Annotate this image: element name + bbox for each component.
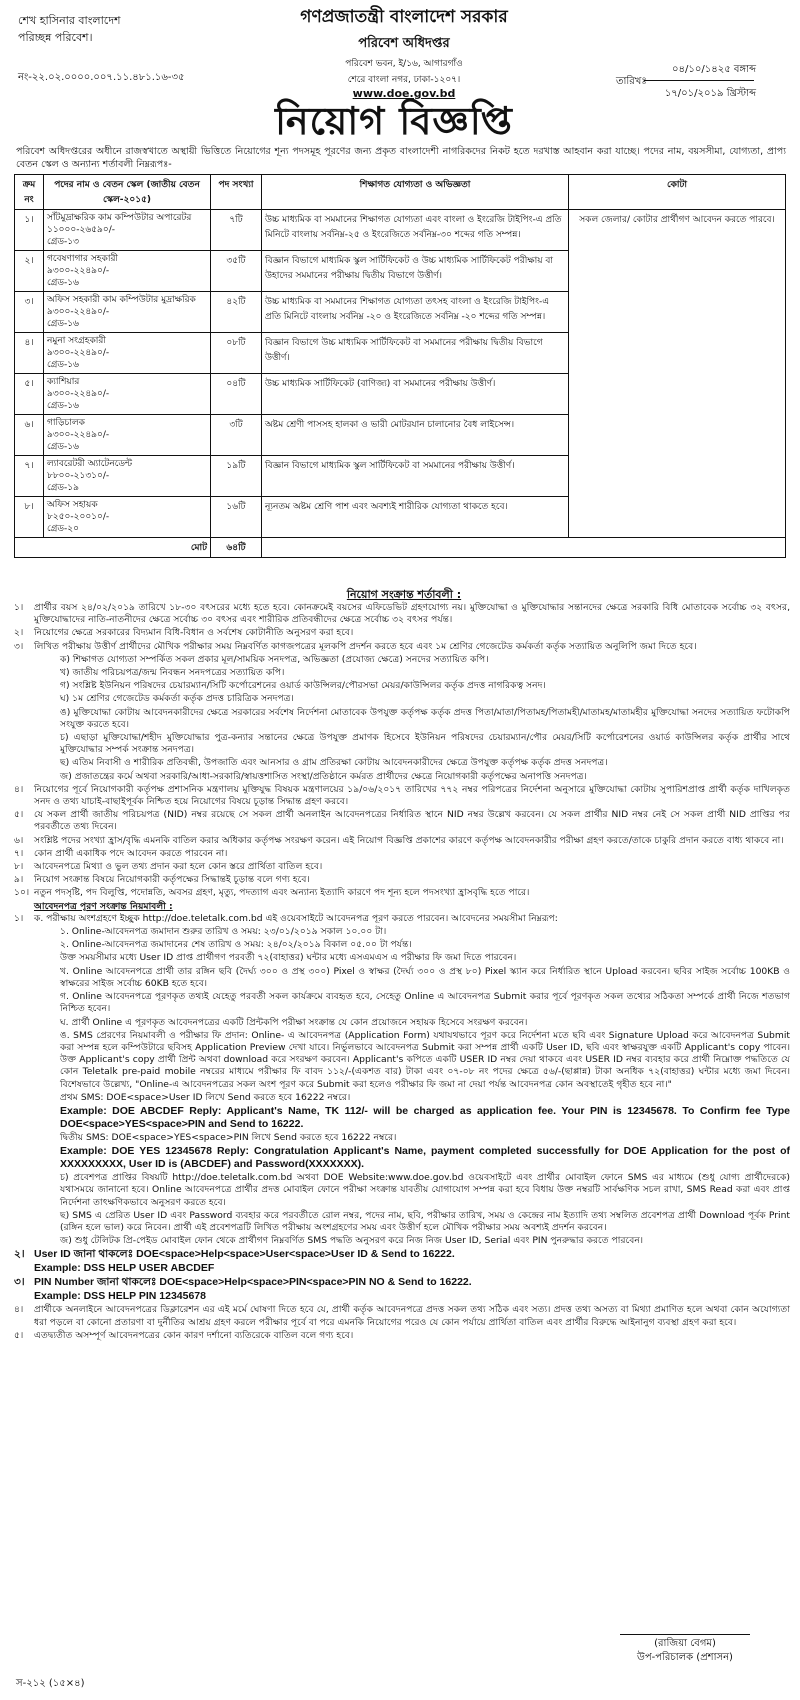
condition-text: কোন প্রার্থী একাধিক পদে আবেদন করতে পারবেন না। (34, 847, 228, 859)
condition-text: এতদ্ব্যতীত অসম্পূর্ণ আবেদনপত্রের কোন কারণ দর্শানো ব্যতিরেকে বাতিল বলে গণ্য হবে। (34, 1329, 354, 1341)
row-qualification: উচ্চ মাধ্যমিক বা সমমানের শিক্ষাগত যোগ্যতা এবং বাংলা ও ইংরেজি টাইপিং-এ প্রতি মিনিটে বাংলায় সর্বনিম্ন-২৫ ও ইংরেজিতে সর্বনিম্ন-৩০ শব্দের গতি সম্পন্ন। (262, 210, 569, 251)
condition-number: ৪। (14, 783, 24, 795)
pay-grade: গ্রেড-২০ (47, 524, 79, 534)
condition-text: নিয়োগের ক্ষেত্রে সরকারের বিদ্যমান বিধি-বিধান ও সর্বশেষ কোটানীতি অনুসরণ করা হবে। (34, 627, 354, 639)
post-name: সাঁটমুদ্রাক্ষরিক কাম কম্পিউটার অপারেটর (47, 213, 192, 223)
conditions-title: নিয়োগ সংক্রান্ত শর্তাবলী : (346, 588, 462, 601)
condition-item (14, 654, 790, 666)
pay-scale: ৯৩০০-২২৪৯০/- (47, 307, 110, 317)
pay-grade: গ্রেড-১৬ (47, 401, 79, 411)
condition-text: খ. Online আবেদনপত্রে প্রার্থী তার রঙ্গিন ছবি (দৈর্ঘ্য ৩০০ ও প্রস্থ ৩০০) Pixel ও স্বাক্ষর (দৈর্ঘ্য ৩০০ ও প্রস্থ ৮০) Pixel স্ক্যান করে নির্ধারিত স্থানে Upload করবেন। ছবির সাইজ সর্বোচ্চ 100KB ও স্বাক্ষরের সাইজ সর্বোচ্চ 60KB হতে হবে। (60, 965, 790, 989)
date-label: তারিখঃ (616, 76, 647, 87)
col-post-name: পদের নাম ও বেতন স্কেল (জাতীয় বেতন স্কেল-২০১৫) (44, 175, 211, 210)
condition-text: ঘ) ১ম শ্রেণির গেজেটেড কর্মকর্তা কর্তৃক প্রদত্ত চারিত্রিক সনদপত্র। (60, 693, 294, 705)
condition-item (14, 848, 790, 860)
condition-item (14, 887, 790, 899)
signatory-name: (রাজিয়া বেগম) (654, 1638, 716, 1649)
condition-item (14, 784, 790, 808)
condition-text: ক) শিক্ষাগত যোগ্যতা সম্পর্কিত সকল প্রকার মূল/সাময়িক সনদপত্র, অভিজ্ঞতা (প্রযোজ্য ক্ষেত্রে) সনদের সত্যায়িত কপি। (60, 653, 489, 665)
row-post (44, 333, 211, 374)
condition-text: Example: DSS HELP USER ABCDEF (34, 1262, 215, 1275)
condition-item (14, 939, 790, 951)
table-total-row (15, 538, 786, 558)
condition-text: আবেদনপত্রে মিথ্যা ও ভুল তথ্য প্রদান করা হলে কোন স্তরে প্রার্থিতা বাতিল হবে। (34, 861, 323, 873)
row-serial: ৫। (15, 374, 44, 415)
condition-number (40, 1210, 60, 1234)
condition-text: দ্বিতীয় SMS: DOE<space>YES<space>PIN লিখে Send করতে হবে 16222 নম্বরে। (60, 1131, 397, 1143)
pay-scale: ৯৩০০-২২৪৯০/- (47, 348, 110, 358)
condition-item (14, 913, 790, 925)
pay-grade: গ্রেড-১৬ (47, 442, 79, 452)
condition-text: প্রথম SMS: DOE<space>User ID লিখে Send করতে হবে 16222 নম্বরে। (60, 1091, 351, 1103)
condition-number (40, 771, 60, 783)
post-name: গবেষণাগার সহকারী (47, 254, 118, 264)
post-name: নমুনা সংগ্রহকারী (47, 336, 106, 346)
condition-item (14, 1248, 790, 1261)
condition-number (40, 1105, 60, 1131)
row-serial: ২। (15, 251, 44, 292)
condition-item (14, 1262, 790, 1275)
date-english: ১৭/০১/২০১৯ খ্রিস্টাব্দ (664, 88, 756, 99)
condition-number (40, 680, 60, 692)
post-name: ক্যাশিয়ার (47, 377, 80, 387)
condition-item (14, 835, 790, 847)
pay-scale: ৮২৫০-২০০১০/- (47, 512, 110, 522)
pay-grade: গ্রেড-১৬ (47, 278, 79, 288)
condition-number (40, 1092, 60, 1104)
condition-text: গ. Online আবেদনপত্রে পূরণকৃত তথ্যই যেহেতু পরবর্তী সকল কার্যক্রমে ব্যবহৃত হবে, সেহেতু Online এ আবেদনপত্র Submit করার পূর্বে পূরণকৃত সকল তথ্যের সঠিকতা সম্পর্কে প্রার্থী নিজে শতভাগ নিশ্চিত হবেন। (60, 991, 790, 1015)
online-instructions-heading: আবেদনপত্র পূরণ সংক্রান্ত নিয়মাবলী : (34, 900, 173, 912)
condition-number (14, 1290, 34, 1303)
condition-item (14, 680, 790, 692)
condition-number (40, 1017, 60, 1029)
condition-number: ৭। (14, 847, 24, 859)
condition-text: গ) সংশ্লিষ্ট ইউনিয়ন পরিষদের চেয়ারম্যান/সিটি কর্পোরেশনের ওয়ার্ড কাউন্সিলর/পৌরসভা মেয়র/কাউন্সিলর কর্তৃক প্রদত্ত নাগরিকত্ব সনদ। (60, 680, 546, 692)
condition-text: প্রার্থীকে অনলাইনে আবেদনপত্রের ডিক্লারেশন এর এই মর্মে ঘোষণা দিতে হবে যে, প্রার্থী কর্তৃক আবেদনপত্রে প্রদত্ত সকল তথ্য সঠিক এবং সত্য। প্রদত্ত তথ্য অসত্য বা মিথ্যা প্রমাণিত হলে অথবা কোন অযোগ্যতা ধরা পড়লে বা কোনো প্রতারণা বা দুর্নীতির আশ্রয় গ্রহণ করলে পরীক্ষার পূর্বে বা পরে এমনকি নিয়োগের পরেও যে কোন পর্যায়ে প্রার্থিতা বাতিল এবং প্রার্থীর বিরুদ্ধে আইনানুগ ব্যবস্থা গ্রহণ করা হবে। (34, 1304, 790, 1328)
row-qualification: বিজ্ঞান বিভাগে উচ্চ মাধ্যমিক সার্টিফিকেট বা সমমানের পরীক্ষায় দ্বিতীয় বিভাগে উত্তীর্ণ। (262, 333, 569, 374)
table-row (15, 210, 786, 251)
row-post (44, 292, 211, 333)
condition-item (14, 641, 790, 653)
condition-item (14, 1330, 790, 1342)
row-count: ০৪টি (211, 374, 262, 415)
condition-number (40, 757, 60, 769)
col-serial: ক্রম নং (15, 175, 44, 210)
condition-number: ১০। (14, 887, 30, 899)
row-post (44, 210, 211, 251)
total-empty (262, 538, 786, 558)
condition-text: নতুন পদসৃষ্টি, পদ বিলুপ্তি, পদোন্নতি, অবসর গ্রহণ, মৃত্যু, পদত্যাগ এবং অন্যান্য ইত্যাদি কারণে পদ শূন্য হলে পদসংখ্যা হ্রাসবৃদ্ধি হতে পারে। (34, 887, 530, 899)
condition-text: Example: DOE ABCDEF Reply: Applicant's Name, TK 112/- will be charged as application fee. Your PIN is 12345678. To Confirm fee Type DOE<space>YES<space>PIN and Send to 16222. (60, 1104, 790, 1130)
condition-number (40, 952, 60, 964)
condition-text: নিয়োগ সংক্রান্ত বিষয়ে নিয়োগকারী কর্তৃপক্ষের সিদ্ধান্তই চূড়ান্ত বলে গণ্য হবে। (34, 874, 310, 886)
condition-number (40, 1235, 60, 1247)
row-post (44, 456, 211, 497)
row-count: ৪২টি (211, 292, 262, 333)
condition-number (40, 654, 60, 666)
total-label: মোট (15, 538, 211, 558)
department-name: পরিবেশ অধিদপ্তর (358, 36, 450, 51)
condition-item (14, 861, 790, 873)
condition-text: জ) প্রজাতন্ত্রের কর্মে অথবা সরকারি/আধা-সরকারি/স্বায়ত্তশাসিত সংস্থা/প্রতিষ্ঠানে কর্মরত প্রার্থীদের ক্ষেত্রে নিয়োগকারী কর্তৃপক্ষের অনাপত্তি সনদপত্র। (60, 770, 587, 782)
conditions-list (14, 602, 790, 1343)
row-post (44, 497, 211, 538)
condition-item (14, 1304, 790, 1328)
condition-number (40, 667, 60, 679)
condition-text: ঙ) মুক্তিযোদ্ধা কোটায় আবেদনকারীদের ক্ষেত্রে সরকারের সর্বশেষ নির্দেশনা মোতাবেক উপযুক্ত কর্তৃপক্ষ কর্তৃক প্রদত্ত পিতা/মাতা/পিতামহ/পিতামহী/মাতামহ/মাতামহীর মুক্তিযোদ্ধা সনদের সত্যায়িত ফটোকপি সংযুক্ত করতে হবে। (60, 706, 790, 730)
condition-text: Example: DOE YES 12345678 Reply: Congratulation Applicant's Name, payment completed successfully for DOE Application for the post of XXXXXXXXX, User ID is (ABCDEF) and Password(XXXXXXX). (60, 1145, 790, 1171)
condition-item (14, 1210, 790, 1234)
notice-title: নিয়োগ বিজ্ঞপ্তি (275, 99, 513, 143)
website-link[interactable]: www.doe.gov.bd (352, 87, 456, 100)
row-count: ৭টি (211, 210, 262, 251)
condition-number (14, 1262, 34, 1275)
pay-scale: ৯৩০০-২২৪৯০/- (47, 430, 110, 440)
pay-scale: ১১০০০-২৬৫৯০/- (47, 225, 115, 235)
condition-text: PIN Number জানা থাকলেঃ DOE<space>Help<space>PIN<space>PIN NO & Send to 16222. (34, 1276, 472, 1289)
condition-item (14, 707, 790, 731)
condition-text: ছ) SMS এ প্রেরিত User ID এবং Password ব্যবহার করে পরবর্তীতে রোল নম্বর, পদের নাম, ছবি, পরীক্ষার তারিখ, সময় ও কেন্দ্রের নাম ইত্যাদি তথ্য সম্বলিত প্রবেশপত্র প্রার্থী Download পূর্বক Print (রঙ্গিন হলে ভাল) করে নিবেন। প্রার্থী এই প্রবেশপত্রটি লিখিত পরীক্ষায় অংশগ্রহণের সময় এবং উত্তীর্ণ হলে মৌখিক পরীক্ষার সময় অবশ্যই প্রদর্শন করবেন। (60, 1209, 790, 1233)
pay-grade: গ্রেড-১৬ (47, 360, 79, 370)
posts-table (14, 174, 786, 558)
post-name: ল্যাবরেটরী অ্যাটেনডেন্ট (47, 459, 133, 469)
condition-item (14, 1105, 790, 1131)
row-serial: ১। (15, 210, 44, 251)
condition-number (40, 1132, 60, 1144)
condition-text: Example: DSS HELP PIN 12345678 (34, 1290, 206, 1303)
table-header-row (15, 175, 786, 210)
row-qualification: উচ্চ মাধ্যমিক সার্টিফিকেট (বাণিজ্য) বা সমমানের পরীক্ষায় উত্তীর্ণ। (262, 374, 569, 415)
row-serial: ৩। (15, 292, 44, 333)
print-code: স-২১২ (১৫×৪) (16, 1678, 85, 1689)
condition-number: ১। (14, 602, 24, 613)
row-count: ১৯টি (211, 456, 262, 497)
condition-number: ৫। (14, 1329, 24, 1341)
condition-text: ২. Online-আবেদনপত্র জমাদানের শেষ তারিখ ও সময়: ২৪/০২/২০১৯ বিকাল ০৫.০০ টা পর্যন্ত। (60, 939, 412, 951)
pay-scale: ৮৮০০-২১৩১০/- (47, 471, 110, 481)
condition-item (14, 693, 790, 705)
condition-text: প্রার্থীর বয়স ২৪/০২/২০১৯ তারিখে ১৮-৩০ বৎসরের মধ্যে হতে হবে। কোনক্রমেই বয়সের এফিডেভিট গ্রহণযোগ্য নয়। মুক্তিযোদ্ধা ও মুক্তিযোদ্ধার সন্তানদের ক্ষেত্রে সরকারি বিধি মোতাবেক সর্বোচ্চ ৩২ বৎসর, মুক্তিযোদ্ধাদের নাতি-নাতনীদের ক্ষেত্রে সর্বোচ্চ ৩০ বৎসর এবং শারীরিক প্রতিবন্ধীদের ক্ষেত্রে সর্বোচ্চ ৩২ বৎসর পর্যন্ত। (34, 602, 790, 626)
condition-number: ২। (14, 627, 24, 639)
post-name: অফিস সহায়ক (47, 500, 98, 510)
row-qualification: অষ্টম শ্রেণী পাসসহ হালকা ও ভারী মোটরযান চালানোর বৈধ লাইসেন্স। (262, 415, 569, 456)
condition-number: ৮। (14, 861, 24, 873)
date-bangla: ০৪/১০/১৪২৫ বঙ্গাব্দ (672, 64, 756, 75)
condition-number: ৩। (14, 640, 24, 652)
condition-text: ঙ. SMS প্রেরণের নিয়মাবলী ও পরীক্ষার ফি প্রদান: Online- এ আবেদনপত্র (Application Form) যথাযথভাবে পূরণ করে নির্দেশনা মতে ছবি এবং Signature Upload করে আবেদনপত্র Submit করা সম্পন্ন হলে কম্পিউটারে ছবিসহ Application Preview দেখা যাবে। নির্ভুলভাবে আবেদনপত্র Submit করা সম্পন্ন প্রার্থী একটি User ID, ছবি এবং স্বাক্ষরযুক্ত একটি Applicant's copy পাবেন। উক্ত Applicant's copy প্রার্থী প্রিন্ট অথবা download করে সংরক্ষণ করবেন। Applicant's কপিতে একটি USER ID নম্বর দেয়া থাকবে এবং USER ID নম্বর ব্যবহার করে প্রার্থী নিম্নোক্ত পদ্ধতিতে যে কোন Teletalk pre-paid mobile নম্বরের মাধ্যমে পরীক্ষার ফি বাবদ ১১২/-(একশত বার) টাকা এবং ০৭-০৮ নং পদের ক্ষেত্রে ৫৬/-(ছাপ্পান্ন) টাকা অনধিক ৭২(বাহাত্তর) ঘন্টার মধ্যে জমা দিবেন। বিশেষভাবে উল্লেখ্য, "Online-এ আবেদনপত্রের সকল অংশ পূরণ করে Submit করা হলেও পরীক্ষার ফি জমা না দেয়া পর্যন্ত আবেদনপত্র কোন অবস্থাতেই গৃহীত হবে না।" (60, 1029, 790, 1090)
condition-text: নিয়োগের পূর্বে নিয়োগকারী কর্তৃপক্ষ প্রশাসনিক মন্ত্রণালয় মুক্তিযুদ্ধ বিষয়ক মন্ত্রণালয়ের ১৯/০৬/২০১৭ তারিখের ৭৭২ নম্বর পরিপত্রের নির্দেশনা অনুসারে মুক্তিযোদ্ধা কোটায় সুপারিশপ্রাপ্ত প্রার্থী কর্তৃক দাখিলকৃত সনদ ও তথ্য যাচাই-বাছাইপূর্বক নিশ্চিত হয়ে নিয়োগের বিষয়ে চূড়ান্ত সিদ্ধান্ত গ্রহণ করবে। (34, 783, 790, 808)
row-post (44, 251, 211, 292)
government-title: গণপ্রজাতন্ত্রী বাংলাদেশ সরকার (300, 7, 508, 27)
condition-text: উক্ত সময়সীমার মধ্যে User ID প্রাপ্ত প্রার্থীগণ পরবর্তী ৭২(বাহাত্তর) ঘন্টার মধ্যে এসএমএস এ পরীক্ষার ফি জমা দিতে পারবেন। (60, 952, 517, 964)
row-qualification: উচ্চ মাধ্যমিক বা সমমানের শিক্ষাগত যোগ্যতা তৎসহ বাংলা ও ইংরেজি টাইপিং-এ প্রতি মিনিটে বাংলায় সর্বনিম্ন -২০ ও ইংরেজিতে সর্বনিম্ন -২০ শব্দের গতি সম্পন্ন। (262, 292, 569, 333)
condition-item (14, 874, 790, 886)
total-value: ৬৪টি (211, 538, 262, 558)
condition-text: ১. Online-আবেদনপত্র জমাদান শুরুর তারিখ ও সময়: ২৩/০১/২০১৯ সকাল ১০.০০ টা। (60, 926, 387, 938)
slogan-line-1: শেখ হাসিনার বাংলাদেশ (18, 14, 121, 27)
condition-number: ৯। (14, 874, 24, 886)
col-qualification: শিক্ষাগত যোগ্যতা ও অভিজ্ঞতা (262, 175, 569, 210)
pay-scale: ৯৩০০-২২৪৯০/- (47, 389, 110, 399)
condition-number (40, 926, 60, 938)
condition-item (14, 667, 790, 679)
condition-text: খ) জাতীয় পরিচয়পত্র/জন্ম নিবন্ধন সনদপত্রের সত্যায়িত কপি। (60, 667, 285, 679)
row-count: ৩টি (211, 415, 262, 456)
row-post (44, 415, 211, 456)
condition-number: ৫। (14, 809, 24, 821)
post-name: অফিস সহকারী কাম কম্পিউটার মুদ্রাক্ষরিক (47, 295, 196, 305)
condition-number: ২। (14, 1248, 25, 1261)
condition-item (14, 926, 790, 938)
row-serial: ৬। (15, 415, 44, 456)
address-line-1: পরিবেশ ভবন, ই/১৬, আগারগাঁও (345, 59, 463, 69)
condition-number (40, 1030, 60, 1091)
condition-item (14, 1276, 790, 1289)
pay-grade: গ্রেড-১৯ (47, 483, 79, 493)
condition-text: ছ) এতিম নিবাসী ও শারীরিক প্রতিবন্ধী, উপজাতি এবং আনসার ও গ্রাম প্রতিরক্ষা কোটায় আবেদনকারীদের ক্ষেত্রে উপযুক্ত কর্তৃপক্ষ কর্তৃক প্রদত্ত সনদপত্র। (60, 757, 608, 769)
condition-text: লিখিত পরীক্ষায় উত্তীর্ণ প্রার্থীদের মৌখিক পরীক্ষার সময় নিম্নবর্ণিত কাগজপত্রের মূলকপি প্রদর্শন করতে হবে এবং ১ম শ্রেণির গেজেটেড কর্মকর্তা কর্তৃক সত্যায়িত অনুলিপি জমা দিতে হবে। (34, 640, 697, 652)
condition-number: ৩। (14, 1276, 25, 1289)
condition-item (14, 966, 790, 990)
signature-block (610, 1634, 760, 1665)
row-count: ৩৫টি (211, 251, 262, 292)
notice-page (4, 0, 796, 1700)
row-serial: ৭। (15, 456, 44, 497)
condition-item (14, 1132, 790, 1144)
row-qualification: বিজ্ঞান বিভাগে মাধ্যমিক স্কুল সার্টিফিকেট বা সমমানের পরীক্ষায় উত্তীর্ণ। (262, 456, 569, 497)
condition-item (14, 771, 790, 783)
condition-text: যে সকল প্রার্থী জাতীয় পরিচয়পত্র (NID) নম্বর রয়েছে সে সকল প্রার্থী অনলাইন আবেদনপত্রের নির্ধারিত স্থানে NID নম্বর উল্লেখ করবেন। যে সকল প্রার্থীর NID নম্বর নেই সে সকল প্রার্থী NID প্রাপ্তির পর পরবর্তীতে তথ্য দিবেন। (34, 809, 790, 833)
col-post-count: পদ সংখ্যা (211, 175, 262, 210)
row-post (44, 374, 211, 415)
condition-number (40, 991, 60, 1015)
condition-item (14, 732, 790, 756)
condition-item (14, 757, 790, 769)
pay-scale: ৯৩০০-২২৪৯০/- (47, 266, 110, 276)
row-count: ১৬টি (211, 497, 262, 538)
condition-number: ৬। (14, 834, 24, 846)
row-qualification: বিজ্ঞান বিভাগে মাধ্যমিক স্কুল সার্টিফিকেট ও উচ্চ মাধ্যমিক সার্টিফিকেট পরীক্ষায় বা উহাদের সমমানের পরীক্ষায় দ্বিতীয় বিভাগে উত্তীর্ণ। (262, 251, 569, 292)
condition-item (14, 952, 790, 964)
condition-number (40, 693, 60, 705)
post-name: গাড়িচালক (47, 418, 85, 428)
col-quota: কোটা (569, 175, 786, 210)
condition-number: ১। (14, 912, 24, 924)
address-line-2: শেরে বাংলা নগর, ঢাকা-১২০৭। (347, 75, 461, 85)
condition-number (40, 1145, 60, 1171)
condition-text: User ID জানা থাকলেঃ DOE<space>Help<space>User<space>User ID & Send to 16222. (34, 1248, 455, 1261)
condition-item (14, 1290, 790, 1303)
row-count: ০৮টি (211, 333, 262, 374)
condition-item (14, 1172, 790, 1209)
condition-item (14, 991, 790, 1015)
condition-number (40, 939, 60, 951)
condition-text: ঘ. প্রার্থী Online এ পূরণকৃত আবেদনপত্রের একটি প্রিন্টকপি পরীক্ষা সংক্রান্ত যে কোন প্রয়োজনে সহায়ক হিসেবে সংরক্ষণ করবেন। (60, 1016, 528, 1028)
condition-number (40, 1172, 60, 1209)
condition-text: চ) এছাড়া মুক্তিযোদ্ধা/শহীদ মুক্তিযোদ্ধার পুত্র-কন্যার সন্তানের ক্ষেত্রে উপযুক্ত প্রমাণক হিসেবে ইউনিয়ন পরিষদের চেয়ারম্যান/পৌর মেয়র/সিটি কর্পোরেশনের ওয়ার্ড কাউন্সিলর কর্তৃক প্রার্থীর সাথে মুক্তিযোদ্ধার সম্পর্ক সংক্রান্ত সনদপত্র। (60, 732, 790, 756)
condition-item (14, 627, 790, 639)
condition-number: ৪। (14, 1304, 24, 1316)
pay-grade: গ্রেড-১৬ (47, 319, 79, 329)
condition-item (14, 1145, 790, 1171)
signatory-designation: উপ-পরিচালক (প্রশাসন) (637, 1652, 733, 1663)
condition-text: ক. পরীক্ষায় অংশগ্রহণে ইচ্ছুক http://doe.teletalk.com.bd এই ওয়েবসাইটে আবেদনপত্র পূরণ করতে পারবেন। আবেদনের সময়সীমা নিম্নরূপ: (34, 912, 558, 924)
condition-number (40, 707, 60, 731)
row-serial: ৮। (15, 497, 44, 538)
condition-text: জ) শুধু টেলিটক প্রি-পেইড মোবাইল ফোন থেকে প্রার্থীগণ নিম্নবর্ণিত SMS পদ্ধতি অনুসরণ করে নিজ নিজ User ID, Serial এবং PIN পুনরুদ্ধার করতে পারবেন। (60, 1235, 644, 1247)
condition-text: চ) প্রবেশপত্র প্রাপ্তির বিষয়টি http://doe.teletalk.com.bd অথবা DOE Website:www.doe.gov.bd ওয়েবসাইটে এবং প্রার্থীর মোবাইল ফোনে SMS এর মাধ্যমে (শুধু যোগ্য প্রার্থীদেরকে) যথাসময়ে জানানো হবে। Online আবেদনপত্রে প্রার্থীর প্রদত্ত মোবাইল ফোনে পরীক্ষা সংক্রান্ত যাবতীয় যোগাযোগ সম্পন্ন করা হবে বিধায় উক্ত নম্বরটি সার্বক্ষণিক সচল রাখা, SMS Read করা এবং প্রাপ্ত নির্দেশনা তাৎক্ষণিকভাবে অনুসরণ করতে হবে। (60, 1172, 790, 1208)
date-divider (644, 80, 754, 81)
row-qualification: ন্যূনতম অষ্টম শ্রেণি পাশ এবং অবশ্যই শারীরিক যোগ্যতা থাকতে হবে। (262, 497, 569, 538)
row-serial: ৪। (15, 333, 44, 374)
quota-cell: সকল জেলার/ কোটার প্রার্থীগণ আবেদন করতে পারবে। (569, 210, 786, 538)
condition-number (40, 732, 60, 756)
condition-item (14, 1092, 790, 1104)
condition-item (14, 1017, 790, 1029)
condition-item (14, 1235, 790, 1247)
condition-item (14, 1030, 790, 1091)
memo-number: নং-২২.০২.০০০০.০০৭.১১.৪৮১.১৬-৩৫ (18, 72, 185, 83)
office-info (234, 4, 574, 100)
signature-line (620, 1634, 750, 1635)
intro-paragraph: পরিবেশ অধিদপ্তরের অধীনে রাজস্বখাতে অস্থায়ী ভিত্তিতে নিয়োগের শূন্য পদসমূহ পূরণের জন্য প্রকৃত বাংলাদেশী নাগরিকদের নিকট হতে দরখাস্ত আহবান করা যাচ্ছে। পদের নাম, বয়সসীমা, যোগ্যতা, প্রাপ্য বেতন স্কেল ও অন্যান্য শর্তাবলী নিম্নরূপঃ- (16, 146, 786, 170)
condition-number (40, 966, 60, 990)
slogan (18, 12, 168, 46)
condition-item (14, 809, 790, 833)
condition-text: সংশ্লিষ্ট পদের সংখ্যা হ্রাস/বৃদ্ধি এমনকি বাতিল করার অধিকার কর্তৃপক্ষ সংরক্ষণ করেন। এই নিয়োগ বিজ্ঞপ্তি প্রকাশের কারণে কর্তৃপক্ষ আবেদনকারীর পরীক্ষা গ্রহণ করতে/তাকে চাকুরি প্রদান করতে বাধ্য থাকবে না। (34, 834, 784, 846)
condition-item (14, 602, 790, 626)
slogan-line-2: পরিচ্ছন্ন পরিবেশ। (18, 31, 93, 44)
pay-grade: গ্রেড-১৩ (47, 237, 79, 247)
